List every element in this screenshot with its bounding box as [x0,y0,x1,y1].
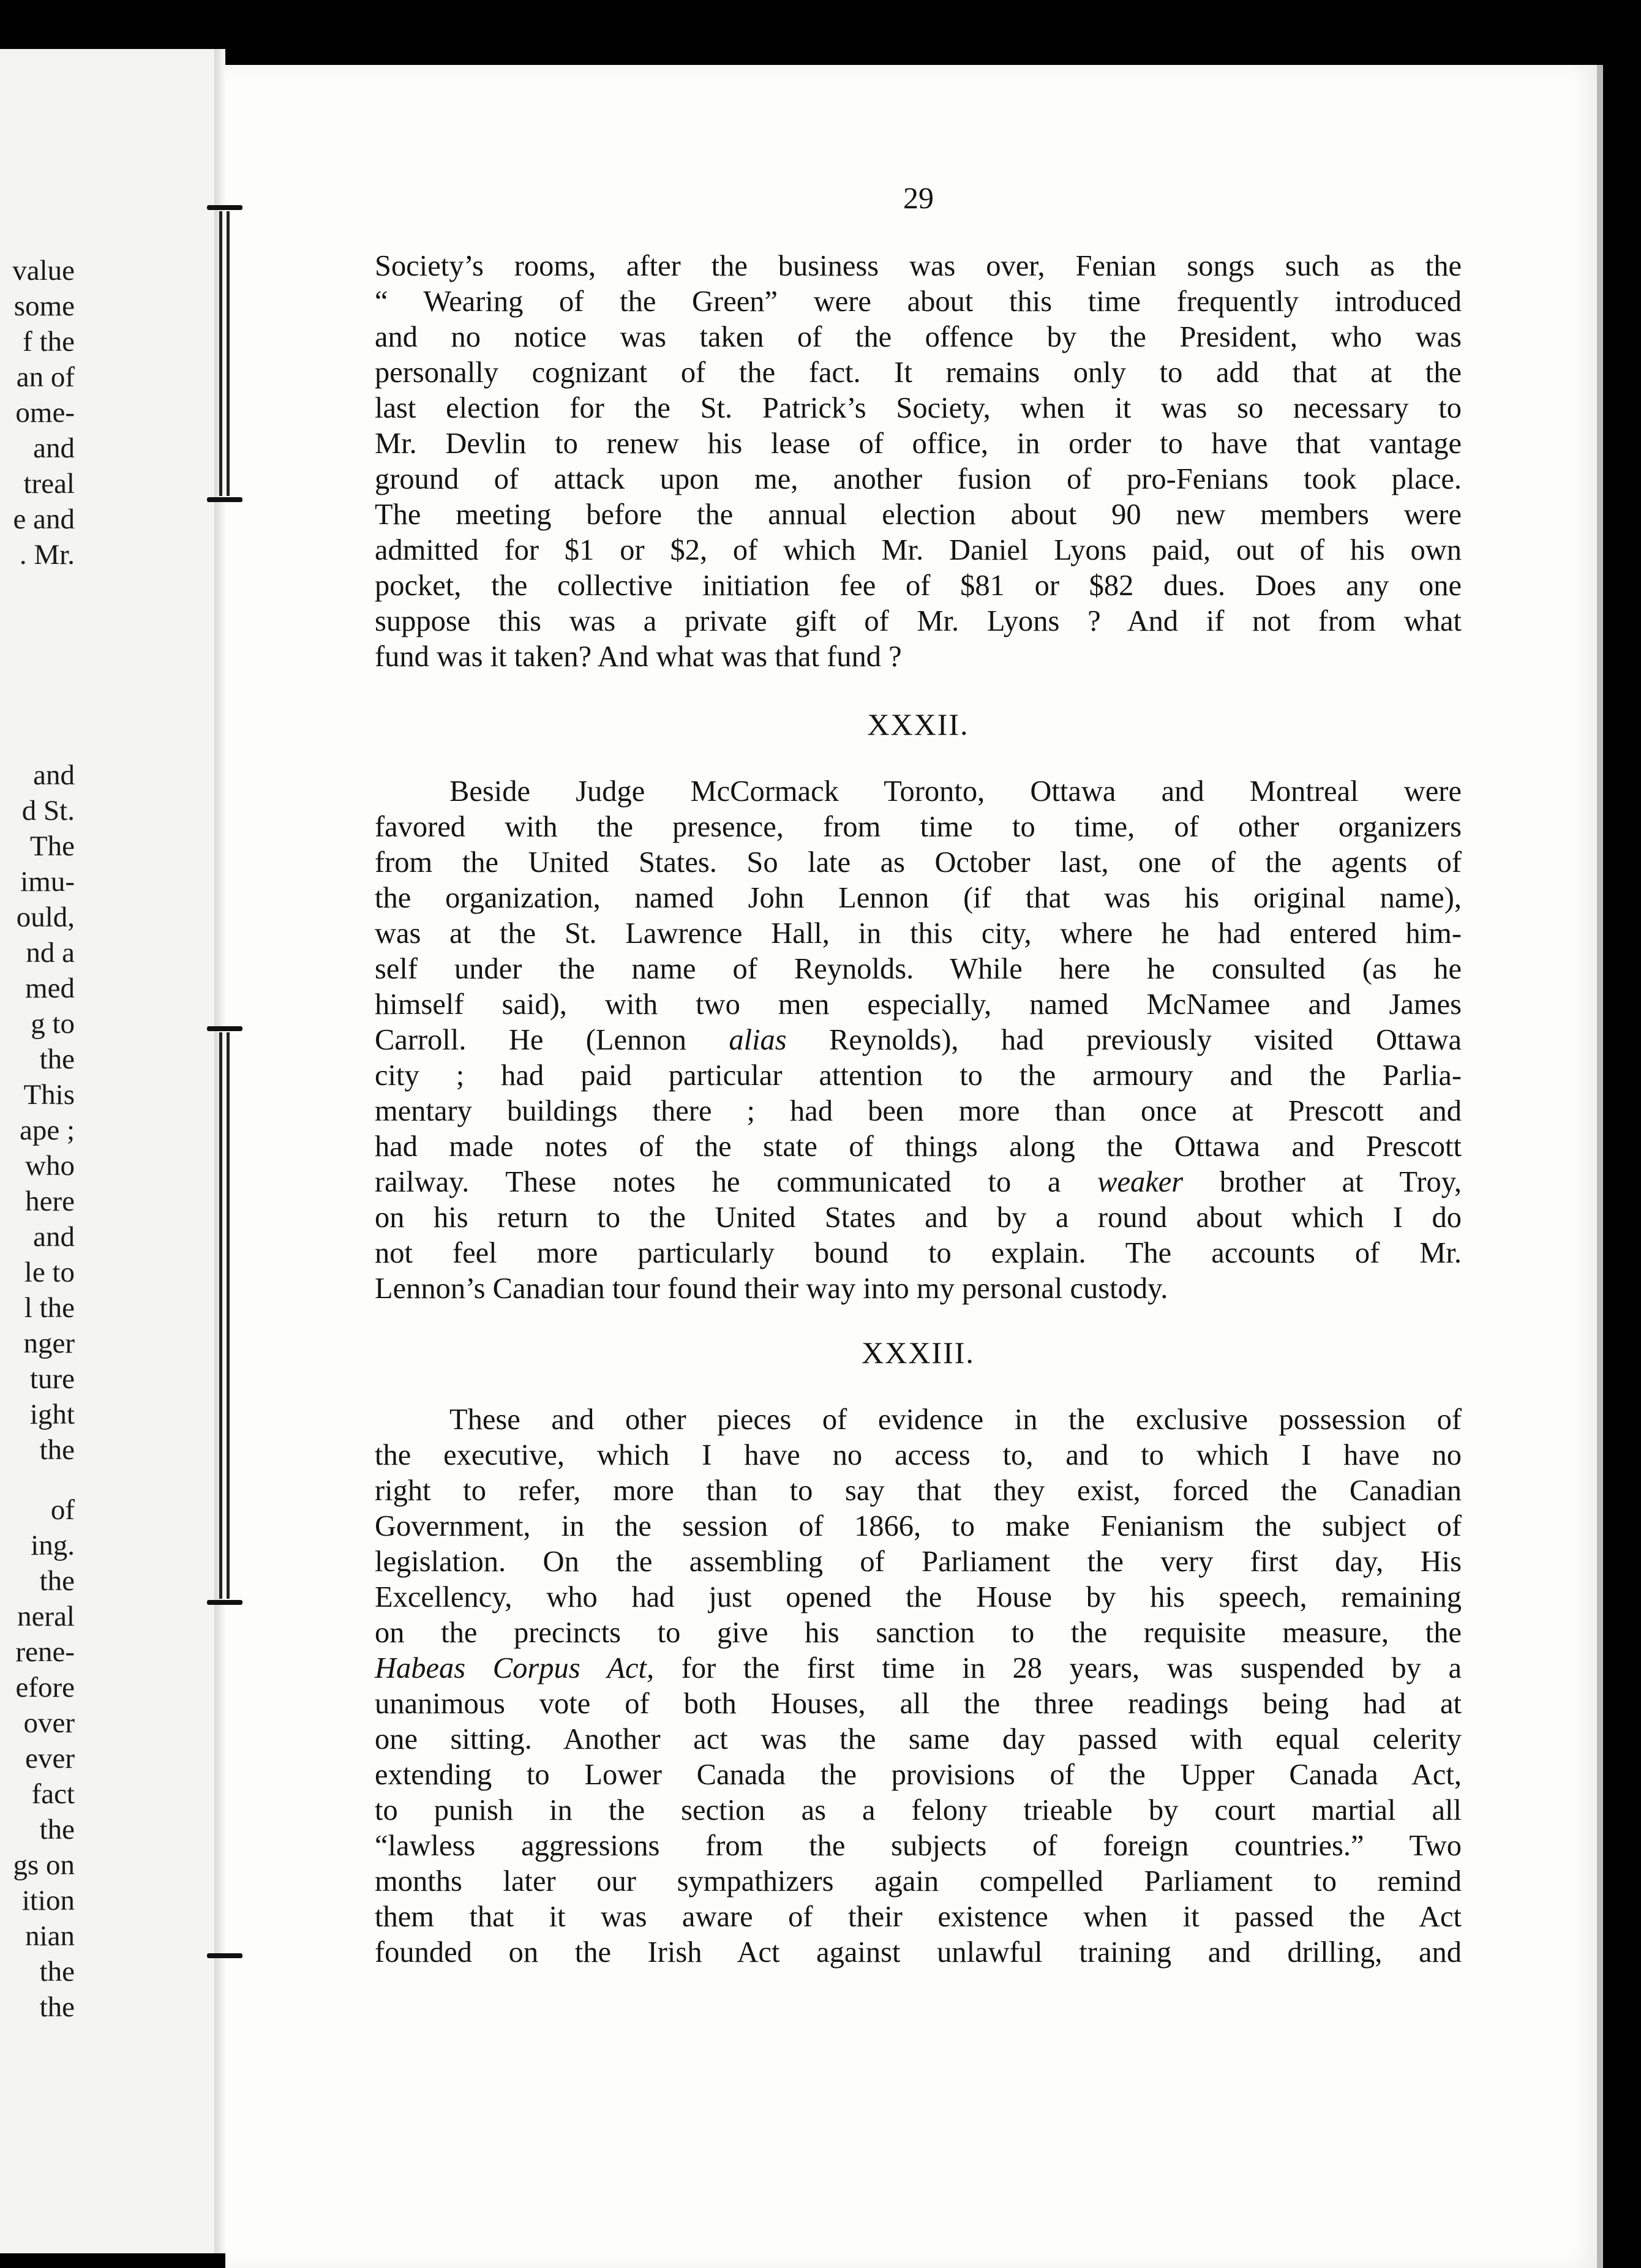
facing-page-fragment: the [39,1991,75,2023]
italic-text: alias [729,1024,787,1056]
facing-page-fragment: nger [23,1327,75,1359]
facing-page-fragment: value [12,255,75,287]
text-line: railway. These notes he communicated to a weaker brother at Troy, [375,1166,1462,1198]
facing-page-fragment: and [33,759,75,791]
facing-page-fragment: gs on [13,1849,75,1881]
section-heading: XXXIII. [862,1335,975,1370]
text-line: one sitting. Another act was the same day passed with equal celerity [375,1723,1462,1755]
facing-page-fragment: ould, [16,901,75,933]
text-line: from the United States. So late as October last, one of the agents of [375,846,1462,879]
paragraph [375,1402,1462,1970]
facing-page-fragment: and [33,432,75,464]
text-line: months later our sympathizers again compelled Parliament to remind [375,1865,1462,1898]
facing-page-fragment: e and [13,503,75,535]
text-line: not feel more particularly bound to explain. The accounts of Mr. [375,1237,1462,1269]
binding-thread-middle [216,1026,234,1605]
text-line: Society’s rooms, after the business was over, Fenian songs such as the [375,250,1462,282]
text-line: These and other pieces of evidence in the exclusive possession of [449,1403,1462,1436]
text-line: himself said), with two men especially, named McNamee and James [375,988,1462,1021]
text-line: and no notice was taken of the offence by the President, who was [375,321,1462,353]
text-line: the organization, named John Lennon (if that was his original name), [375,882,1462,914]
text-line: legislation. On the assembling of Parliament the very first day, His [375,1545,1462,1578]
text-line: favored with the presence, from time to time, of other organizers [375,811,1462,843]
facing-page-fragment: The [29,830,75,862]
text-line: was at the St. Lawrence Hall, in this city, where he had entered him- [375,917,1462,950]
facing-page-fragment: efore [15,1672,75,1703]
facing-page-fragment: ture [29,1363,75,1395]
text-line: Government, in the session of 1866, to make Fenianism the subject of [375,1510,1462,1542]
facing-page-fragment: nian [25,1920,75,1952]
text-line: Mr. Devlin to renew his lease of office, in order to have that vantage [375,427,1462,460]
facing-page [0,49,214,2253]
facing-page-fragment: the [39,1565,75,1597]
facing-page-fragment: some [13,290,75,322]
text-line: self under the name of Reynolds. While here he consulted (as he [375,953,1462,985]
facing-page-fragment: ition [21,1885,75,1917]
facing-page-fragment: treal [23,468,75,500]
facing-page-fragment: the [39,1434,75,1466]
text-line: suppose this was a private gift of Mr. Lyons ? And if not from what [375,605,1462,637]
italic-text: Habeas Corpus Act, [375,1652,655,1684]
facing-page-text [0,49,75,2253]
binding-thread-bottom [216,1953,234,1961]
text-line: extending to Lower Canada the provisions of the Upper Canada Act, [375,1759,1462,1791]
paragraph [375,774,1462,1307]
facing-page-fragment: over [23,1707,75,1739]
text-line: pocket, the collective initiation fee of $81 or $82 dues. Does any one [375,569,1462,602]
facing-page-fragment: an of [16,361,75,393]
facing-page-fragment: This [23,1079,75,1111]
text-line: them that it was aware of their existence when it passed the Act [375,1901,1462,1933]
facing-page-fragment: f the [23,326,75,358]
text-line: Beside Judge McCormack Toronto, Ottawa and Montreal were [449,775,1462,808]
facing-page-fragment: ome- [15,397,75,429]
facing-page-fragment: imu- [20,866,75,898]
page-number: 29 [903,181,934,215]
text-line: “ Wearing of the Green” were about this time frequently introduced [375,285,1462,318]
facing-page-fragment: nd a [26,937,75,969]
facing-page-fragment: rene- [15,1636,75,1668]
text-line: on the precincts to give his sanction to the requisite measure, the [375,1617,1462,1649]
text-line: admitted for $1 or $2, of which Mr. Daniel Lyons paid, out of his own [375,534,1462,566]
text-line: city ; had paid particular attention to the armoury and the Parlia- [375,1059,1462,1092]
facing-page-fragment: fact [31,1778,75,1810]
text-line: founded on the Irish Act against unlawful training and drilling, and [375,1936,1462,1969]
text-line: right to refer, more than to say that they exist, forced the Canadian [375,1474,1462,1507]
text-line: Excellency, who had just opened the House by his speech, remaining [375,1581,1462,1613]
text-line: mentary buildings there ; had been more than once at Prescott and [375,1095,1462,1127]
facing-page-fragment: who [25,1150,75,1182]
section-heading: XXXII. [867,707,969,742]
text-line: ground of attack upon me, another fusion of pro-Fenians took place. [375,463,1462,495]
text-line: The meeting before the annual election about 90 new members were [375,498,1462,531]
facing-page-fragment: ing. [31,1530,75,1561]
facing-page-fragment: here [25,1185,75,1217]
facing-page-fragment: of [50,1494,75,1526]
facing-page-fragment: the [39,1043,75,1075]
facing-page-fragment: l the [24,1292,75,1324]
facing-page-fragment: neral [17,1601,75,1632]
facing-page-fragment: ight [29,1399,75,1430]
text-line: “lawless aggressions from the subjects of foreign countries.” Two [375,1830,1462,1862]
facing-page-fragment: le to [24,1256,75,1288]
facing-page-fragment: the [39,1956,75,1988]
facing-page-fragment: . Mr. [19,539,75,571]
text-line: Lennon’s Canadian tour found their way into my personal custody. [375,1272,1168,1305]
text-line: Habeas Corpus Act, for the first time in 28 years, was suspended by a [375,1652,1462,1684]
text-line: last election for the St. Patrick’s Society, when it was so necessary to [375,392,1462,424]
facing-page-fragment: g to [31,1008,75,1040]
binding-thread-top [216,205,234,502]
text-line: fund was it taken? And what was that fund ? [375,640,902,673]
text-line: the executive, which I have no access to, and to which I have no [375,1439,1462,1471]
facing-page-fragment: and [33,1221,75,1253]
text-line: had made notes of the state of things along the Ottawa and Prescott [375,1130,1462,1163]
facing-page-fragment: ape ; [19,1114,75,1146]
italic-text: weaker [1097,1166,1184,1198]
text-line: Carroll. He (Lennon alias Reynolds), had previously visited Ottawa [375,1024,1462,1056]
page-body [375,178,1462,1970]
text-line: unanimous vote of both Houses, all the three readings being had at [375,1688,1462,1720]
text-line: on his return to the United States and by a round about which I do [375,1201,1462,1234]
facing-page-fragment: the [39,1814,75,1846]
facing-page-fragment: d St. [21,795,75,827]
facing-page-fragment: med [25,972,75,1004]
text-line: personally cognizant of the fact. It remains only to add that at the [375,356,1462,389]
text-line: to punish in the section as a felony trieable by court martial all [375,1794,1462,1827]
page-edge [1597,65,1603,2268]
facing-page-fragment: ever [25,1743,75,1774]
paragraph [375,249,1462,675]
